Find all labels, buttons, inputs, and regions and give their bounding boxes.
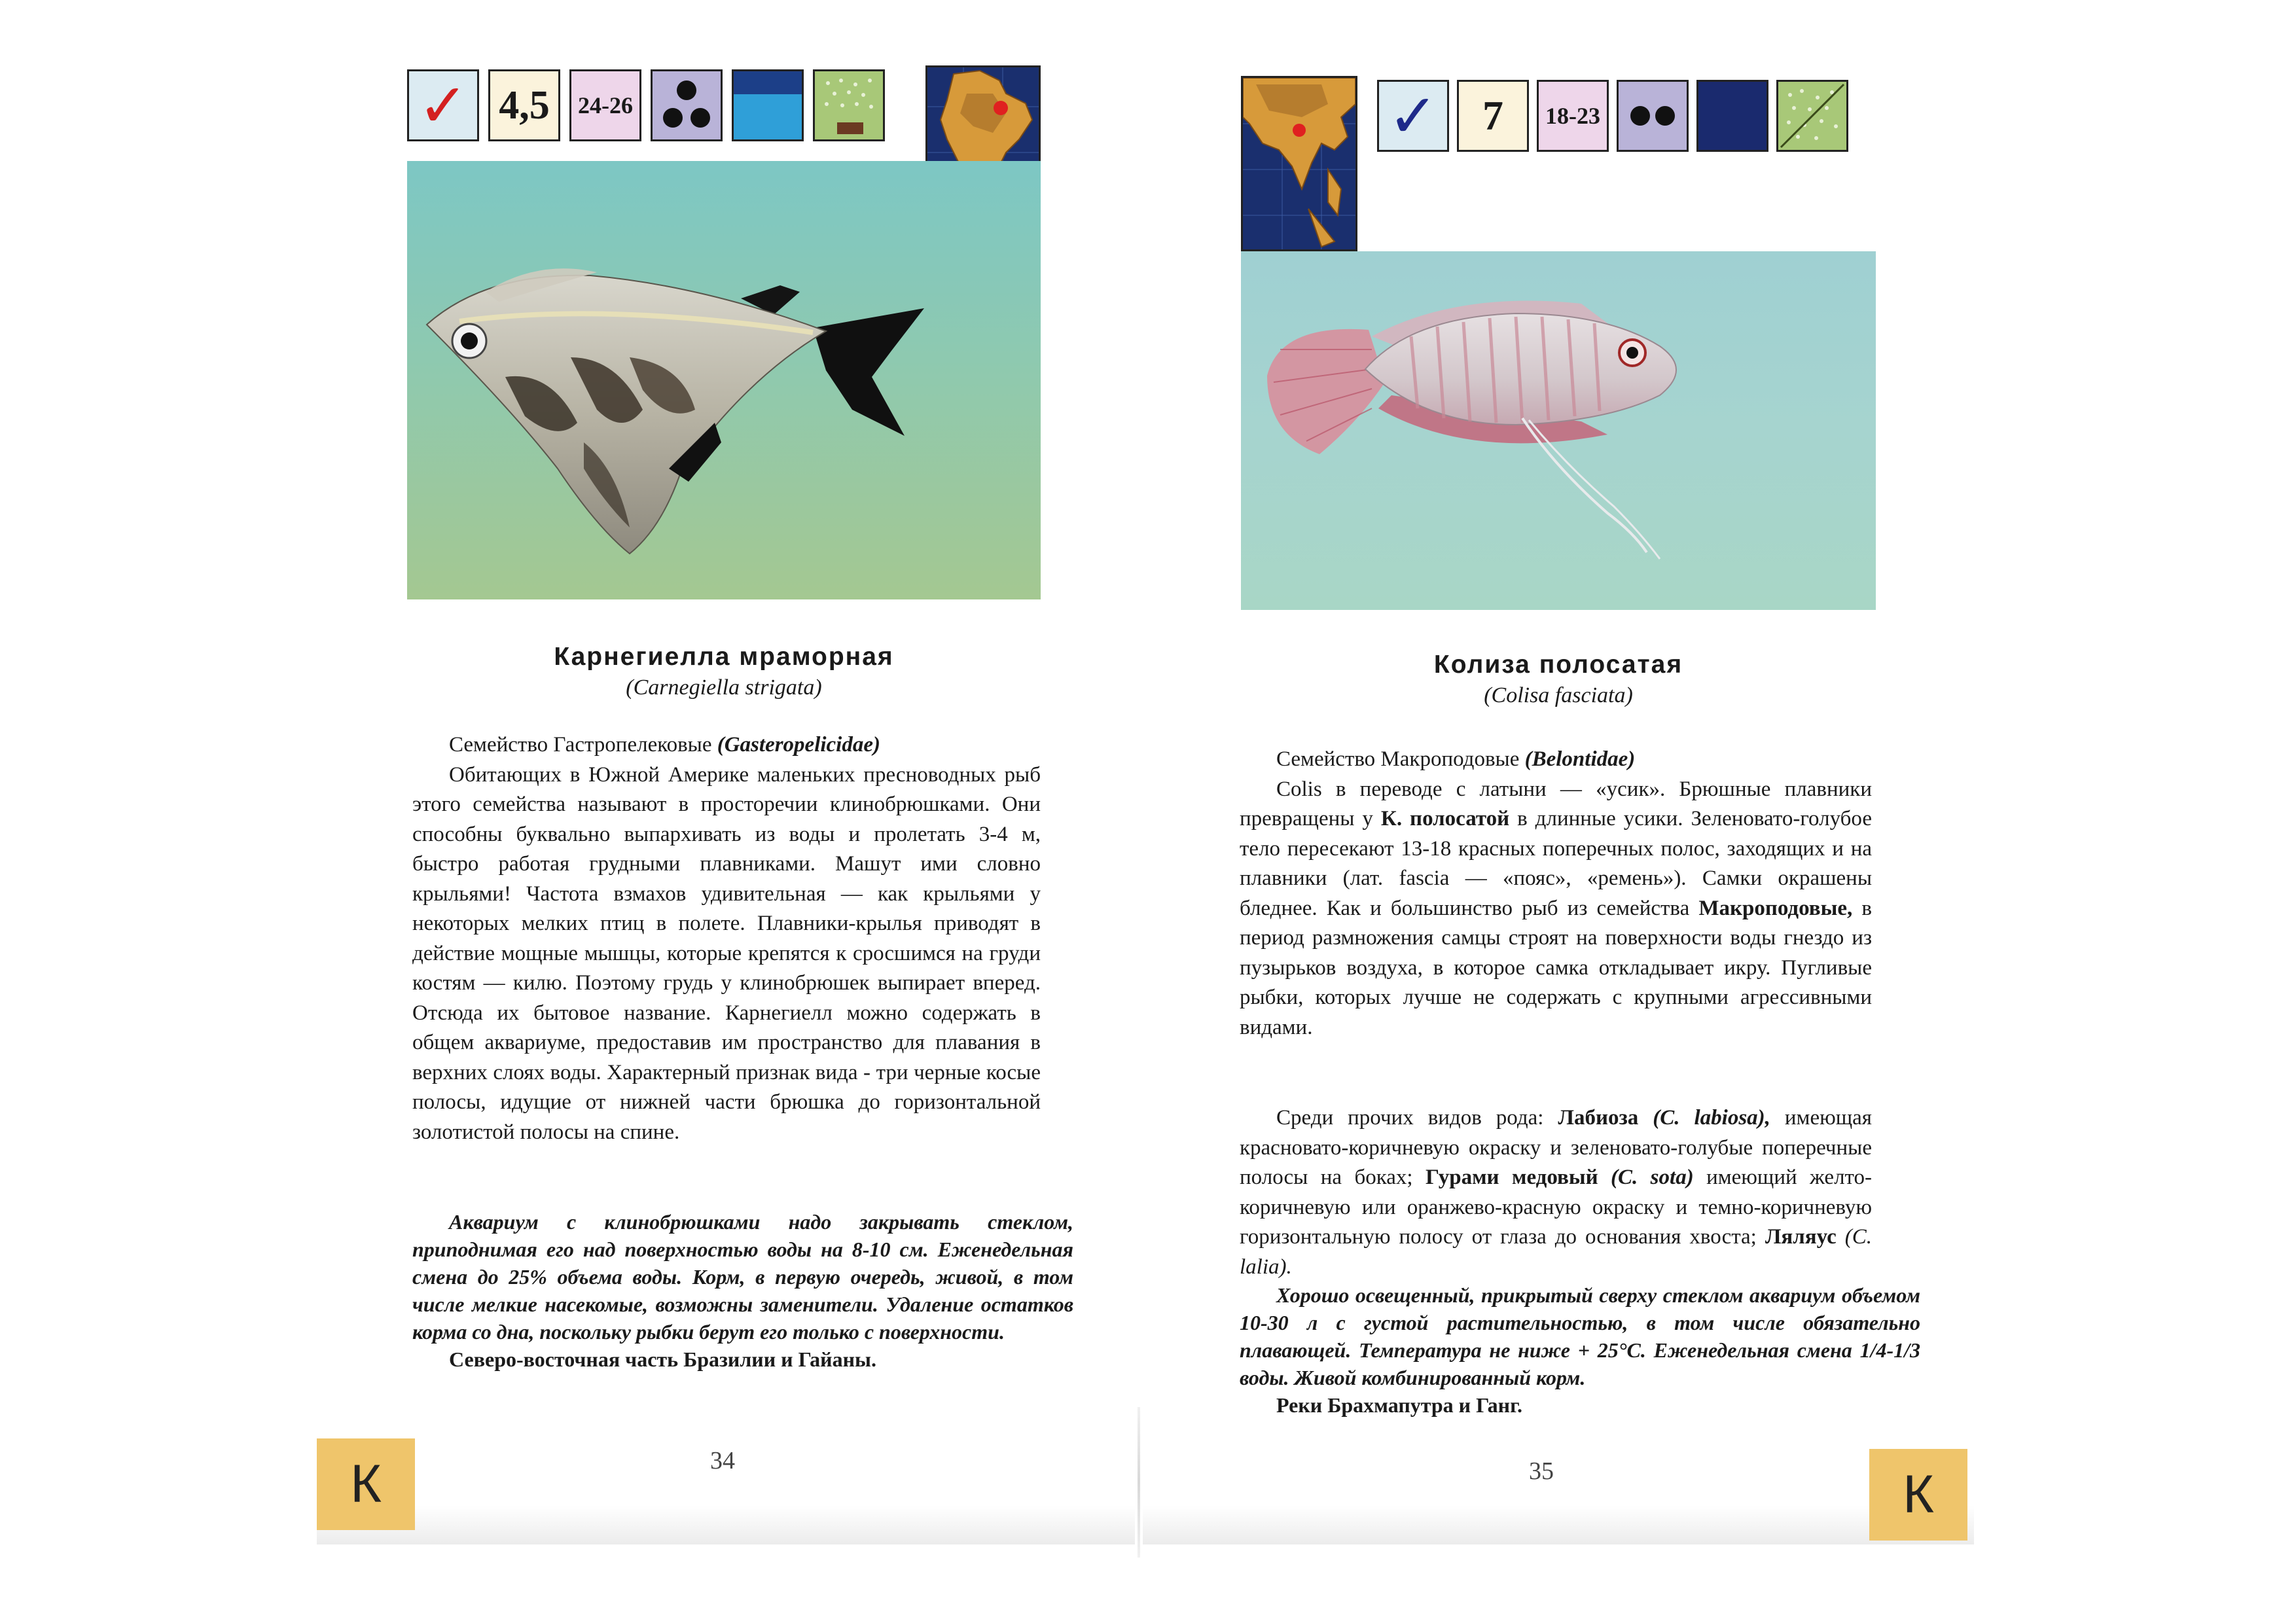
- south-asia-map: [1241, 76, 1357, 251]
- compatibility-check-icon: ✓: [407, 69, 479, 141]
- left-page-number: 34: [710, 1447, 735, 1474]
- fish-illustration: [1241, 251, 1876, 610]
- right-family-line: Семейство Макроподовые (Belontidae): [1276, 747, 1636, 771]
- right-icon-strip: [1377, 80, 1848, 152]
- colisa-photo: [1241, 251, 1876, 610]
- right-other-species: [1240, 1103, 1872, 1282]
- right-care-text: Хорошо освещенный, прикрытый сверху стеклом аквариум объемом 10-30 л с густой растительностью, в том числе обязательно плавающей. Температура не ниже + 25°С. Еженедельная смена 1/4-1/3 воды. Живой комбинированный корм.: [1240, 1283, 1920, 1389]
- right-species-header: [1241, 651, 1876, 708]
- right-page-number: 35: [1529, 1457, 1554, 1485]
- left-family-line: Семейство Гастропелековые (Gasteropelicidae): [449, 733, 880, 757]
- ph-value-icon: 4,5: [488, 69, 560, 141]
- floating-plants-icon: [1778, 82, 1846, 150]
- temperature-range-icon: 18-23: [1537, 80, 1609, 152]
- left-species-title: Карнегиелла мраморная: [554, 643, 894, 671]
- compatibility-check-icon: ✓: [1377, 80, 1449, 152]
- right-index-letter: К: [1869, 1449, 1967, 1541]
- two-dots-icon: [1624, 88, 1681, 144]
- right-description: [1240, 745, 1872, 1043]
- left-index-letter: К: [317, 1438, 415, 1530]
- right-other-species-text: Среди прочих видов рода: Лабиоза (C. labiosa), имеющая красновато-коричневую окраску и зеленовато-голубые поперечные полосы на боках; Гурами медовый (C. sota) имеющий желто-коричневую или оранжево-красную окраску и темно-коричневую горизонтальную полосу от глаза до основания хвоста; Ляляус (C. lalia).: [1240, 1106, 1873, 1279]
- left-care-text: Аквариум с клинобрюшками надо закрывать стеклом, приподнимая его над поверхностью воды на 8-10 см. Еженедельная смена до 25% объема воды. Корм, в первую очередь, живой, в том числе мелкие насекомые, возможны заменители. Удаление остатков корма со дна, поскольку рыбки берут его только с поверхности.: [412, 1210, 1073, 1344]
- ph-value-icon: 7: [1457, 80, 1529, 152]
- right-main-text: Colis в переводе с латыни — «усик». Брюшные плавники превращены у К. полосатой в длинные усики. Зеленовато-голубое тело пересекают 13-18 красных поперечных полос, заходящих и на плавники (лат. fascia — «пояс», «ремень»). Самки окрашены бледнее. Как и большинство рыб из семейства Макроподовые, в период размножения самцы строят на поверхности воды гнездо из пузырьков воздуха, в которое самка откладывает икру. Пугливые рыбки, которых лучше не содержать с крупными агрессивными видами.: [1240, 777, 1872, 1039]
- water-level-icon: [1696, 80, 1768, 152]
- temperature-range-icon: 24-26: [569, 69, 641, 141]
- left-species-latin: (Carnegiella strigata): [626, 675, 822, 700]
- plants-substrate-icon: [1776, 80, 1848, 152]
- school-size-icon: [1617, 80, 1689, 152]
- right-species-latin: (Colisa fasciata): [1484, 683, 1633, 707]
- left-main-text: Обитающих в Южной Америке маленьких пресноводных рыб этого семейства называют в просторечии клинобрюшками. Они способны буквально выпархивать из воды и пролетать 3-4 м, быстро работая грудными плавниками. Машут ими словно крыльями! Частота взмахов удивительная — как крыльями у некоторых мелких птиц в полете. Плавники-крылья приводят в действие мощные мышцы, которые крепятся к сросшимся на груди костям — килю. Поэтому грудь у клинобрюшек выпирает вперед. Отсюда их бытовое название. Карнегиелл можно содержать в общем аквариуме, предоставив им пространство для плавания в верхних слоях воды. Характерный признак вида - три черные косые полосы, идущие от нижней части брюшка до горизонтальной золотистой полосы на спине.: [412, 762, 1041, 1144]
- left-habitat: Северо-восточная часть Бразилии и Гайаны.: [449, 1347, 876, 1371]
- right-species-title: Колиза полосатая: [1433, 651, 1683, 679]
- map-illustration: [1243, 78, 1355, 249]
- right-care-block: [1240, 1281, 1920, 1419]
- right-habitat: Реки Брахмапутра и Ганг.: [1276, 1393, 1522, 1417]
